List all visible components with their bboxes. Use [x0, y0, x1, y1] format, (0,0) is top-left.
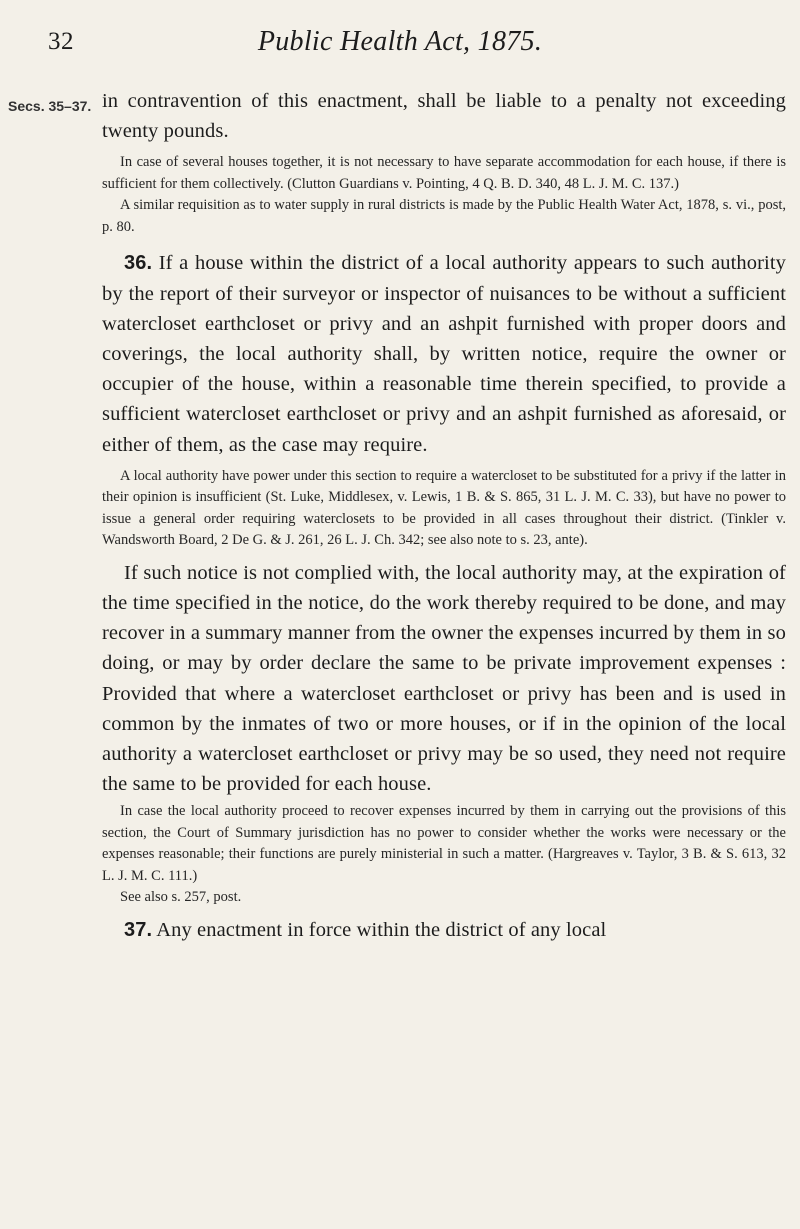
- section-text: Any enactment in force within the district of any local: [156, 918, 607, 941]
- section-36: [102, 248, 786, 459]
- section-number: 36.: [124, 252, 153, 275]
- footnote-paragraph: In case the local authority proceed to recover expenses incurred by them in carrying out the provisions of this section, the Court of Summary jurisdiction has no power to consider whether the works were necessary or the expenses reasonable; their functions are purely ministerial in such a matter. (Hargreaves v. Taylor, 3 B. & S. 613, 32 L. J. M. C. 111.): [102, 803, 786, 884]
- paragraph-section-36-continued: If such notice is not complied with, the local authority may, at the expiration of the time specified in the notice, do the work thereby required to be done, and may recover in a summary manner from the owner the expenses incurred by them in so doing, or may by order declare the same to be private improvement expenses : Provided that where a watercloset earthcloset or privy has been and is used in common by the inmates of two or more houses, or if in the opinion of the local authority a watercloset earthcloset or privy may be so used, they need not require the same to be provided for each house.: [102, 561, 786, 796]
- section-number: 37.: [124, 918, 153, 941]
- section-37: [102, 915, 786, 945]
- footnote-paragraph: See also s. 257, post.: [120, 889, 242, 906]
- paragraph-continuation: in contravention of this enactment, shall be liable to a penalty not exceeding twenty pounds.: [102, 90, 786, 143]
- margin-side-note: Secs. 35–37.: [8, 98, 92, 114]
- page-number: 32: [48, 28, 74, 55]
- footnote-paragraph: A local authority have power under this section to require a watercloset to be substituted for a privy if the latter in their opinion is insufficient (St. Luke, Middlesex, v. Lewis, 1 B. & S. 865, 31 L. J. M. C. 33), but have no power to issue a general order requiring waterclosets to be provided in all cases throughout their district. (Tinkler v. Wandsworth Board, 2 De G. & J. 261, 26 L. J. Ch. 342; see also note to s. 23, ante).: [102, 467, 786, 549]
- running-title: Public Health Act, 1875.: [257, 26, 543, 57]
- page-body: [102, 86, 786, 945]
- section-text: If a house within the district of a local authority appears to such authority by the report of their surveyor or inspector of nuisances to be without a sufficient watercloset earthcloset or privy and an ashpit furnished with proper doors and coverings, the local authority shall, by written notice, require the owner or occupier of the house, within a reasonable time therein specified, to provide a sufficient watercloset earthcloset or privy and an ashpit furnished as aforesaid, or either of them, as the case may require.: [102, 252, 787, 456]
- footnote-paragraph: In case of several houses together, it is not necessary to have separate accommodation for each house, if there is sufficient for them collectively. (Clutton Guardians v. Pointing, 4 Q. B. D. 340, 48 L. J. M. C. 137.): [102, 154, 786, 192]
- footnote-paragraph: A similar requisition as to water supply in rural districts is made by the Public Health Water Act, 1878, s. vi., post, p. 80.: [102, 197, 786, 235]
